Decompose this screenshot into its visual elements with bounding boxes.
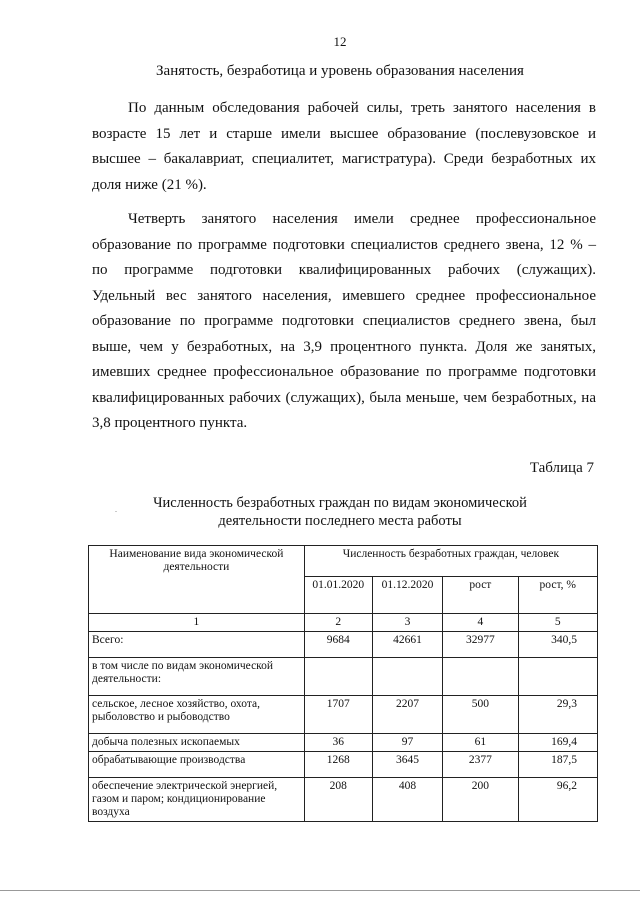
column-number: 4 bbox=[443, 614, 518, 632]
column-number: 3 bbox=[372, 614, 443, 632]
subheader-growth: рост bbox=[443, 577, 518, 614]
row-value-growth: 61 bbox=[443, 734, 518, 752]
unemployment-table bbox=[88, 545, 598, 822]
row-value-2020-12: 3645 bbox=[372, 752, 443, 778]
row-name: обеспечение электрической энергией, газом и паром; кондиционирование воздуха bbox=[89, 778, 305, 822]
table-title: Численность безработных граждан по видам экономической деятельности последнего места работы bbox=[153, 495, 527, 529]
scan-edge-line bbox=[0, 890, 640, 891]
row-value-growth: 500 bbox=[443, 696, 518, 734]
row-value-2020-12 bbox=[372, 658, 443, 696]
table-row bbox=[89, 752, 598, 778]
row-value-2020-12: 42661 bbox=[372, 632, 443, 658]
subheader-date-1: 01.01.2020 bbox=[304, 577, 372, 614]
table-row bbox=[89, 658, 598, 696]
row-value-growth: 2377 bbox=[443, 752, 518, 778]
table-row bbox=[89, 778, 598, 822]
row-value-2020-01: 9684 bbox=[304, 632, 372, 658]
row-value-growth: 32977 bbox=[443, 632, 518, 658]
paragraph-1: По данным обследования рабочей силы, треть занятого населения в возрасте 15 лет и старше имели высшее образование (послевузовское и высшее – бакалавриат, специалитет, магистратура). Среди безработных их доля ниже (21 %). bbox=[92, 100, 596, 193]
table-row bbox=[89, 734, 598, 752]
row-value-growth-pct: 187,5 bbox=[518, 752, 598, 778]
row-value-2020-12: 97 bbox=[372, 734, 443, 752]
column-number: 2 bbox=[304, 614, 372, 632]
header-activity-name: Наименование вида экономической деятельности bbox=[89, 546, 305, 614]
stray-mark: . bbox=[115, 505, 117, 514]
table-header-row bbox=[89, 546, 598, 577]
row-value-2020-12: 408 bbox=[372, 778, 443, 822]
row-value-2020-01 bbox=[304, 658, 372, 696]
row-value-growth-pct bbox=[518, 658, 598, 696]
table-row bbox=[89, 632, 598, 658]
row-value-2020-01: 36 bbox=[304, 734, 372, 752]
paragraph-2: Четверть занятого населения имели среднее профессиональное образование по программе подготовки специалистов среднего звена, 12 % – по программе подготовки квалифицированных рабочих (служащих). Удельный вес занятого населения, имевшего среднее профессиональное образование по программе подготовки специалистов среднего звена, был выше, чем у безработных, на 3,9 процентного пункта. Доля же занятых, имевших среднее профессиональное образование по программе подготовки квалифицированных рабочих (служащих), была меньше, чем безработных, на 3,8 процентного пункта. bbox=[92, 211, 596, 431]
row-value-growth-pct: 169,4 bbox=[518, 734, 598, 752]
page-number: 12 bbox=[333, 34, 347, 49]
row-value-2020-01: 1268 bbox=[304, 752, 372, 778]
row-value-2020-12: 2207 bbox=[372, 696, 443, 734]
subheader-date-2: 01.12.2020 bbox=[372, 577, 443, 614]
row-name: сельское, лесное хозяйство, охота, рыболовство и рыбоводство bbox=[89, 696, 305, 734]
header-unemployed-count: Численность безработных граждан, человек bbox=[304, 546, 597, 577]
table-row bbox=[89, 696, 598, 734]
column-number: 5 bbox=[518, 614, 598, 632]
section-title: Занятость, безработица и уровень образования населения bbox=[156, 63, 524, 79]
row-name: добыча полезных ископаемых bbox=[89, 734, 305, 752]
row-name: в том числе по видам экономической деятельности: bbox=[89, 658, 305, 696]
row-value-growth-pct: 340,5 bbox=[518, 632, 598, 658]
row-value-2020-01: 208 bbox=[304, 778, 372, 822]
row-value-growth bbox=[443, 658, 518, 696]
row-value-growth-pct: 29,3 bbox=[518, 696, 598, 734]
column-number-row bbox=[89, 614, 598, 632]
row-value-growth-pct: 96,2 bbox=[518, 778, 598, 822]
row-value-2020-01: 1707 bbox=[304, 696, 372, 734]
table-caption: Таблица 7 bbox=[529, 460, 594, 476]
row-name: Всего: bbox=[89, 632, 305, 658]
column-number: 1 bbox=[89, 614, 305, 632]
row-value-growth: 200 bbox=[443, 778, 518, 822]
subheader-growth-pct: рост, % bbox=[518, 577, 598, 614]
row-name: обрабатывающие производства bbox=[89, 752, 305, 778]
